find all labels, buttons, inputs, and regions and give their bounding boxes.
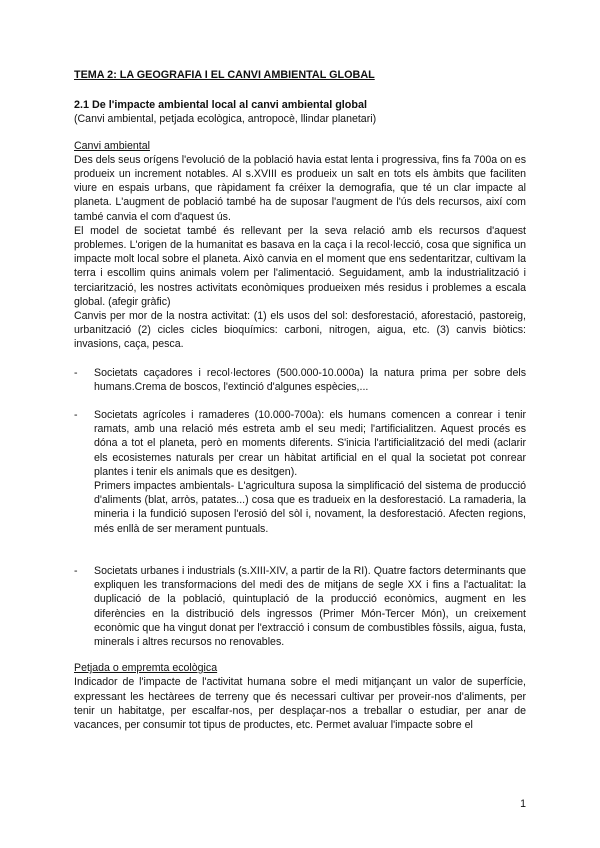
list-item-text: Societats agrícoles i ramaderes (10.000-700a): els humans comencen a conrear i tenir ramats, amb una relació més estreta amb el seu medi; l'artificialitzen. Aquest procés es dóna a tot el planeta, però en moments diferents. S'inicia l'artificialització del medi (aclarir els ecosistemes naturals per crear un hàbitat artificial en el qual la societat pot conrear plantes i tenir els animals que es desitgen). — [94, 409, 526, 478]
page-number: 1 — [520, 798, 526, 810]
canvi-paragraph-1: Des dels seus orígens l'evolució de la població havia estat lenta i progressiva, fins fa 700a on es produeix un increment notables. Al s.XVIII es produeix un salt en tots els àmbits que faciliten viure en espais urbans, que ràpidament fa créixer la demografia, que té un clar impacte al planeta. L'augment de població també ha de suposar l'augment de l'ús dels recursos, així com també canvia el com d'aquest ús. — [74, 153, 526, 223]
list-item-text: Societats urbanes i industrials (s.XIII-XIV, a partir de la RI). Quatre factors determinants que expliquen les transformacions del medi des de mitjans de segle XX i fins a l'actualitat: la duplicació de la població, quintuplació de la producció econòmics, augment en les diferències en la distribució dels ingressos (Primer Món-Tercer Món), un creixement econòmic que ha vingut donat per l'extracció i consum de combustibles fòssils, aigua, fusta, minerals i altres recursos no renovables. — [94, 564, 526, 648]
section-keywords: (Canvi ambiental, petjada ecològica, antropocè, llindar planetari) — [74, 113, 377, 126]
list-item-text: Primers impactes ambientals- L'agricultura suposa la simplificació del sistema de producció d'aliments (blat, arròs, patates...) cosa que es tradueix en la desforestació. La ramaderia, la mineria i la fundició suposen l'erosió del sòl i, novament, la desforestació. Afecten regions, més enllà de ser merament puntuals. — [94, 480, 526, 535]
list-item — [74, 366, 526, 394]
section-spacer — [74, 649, 526, 661]
petjada-heading: Petjada o empremta ecològica — [74, 662, 218, 675]
list-item — [74, 564, 526, 649]
list-spacer — [74, 536, 526, 564]
list-dash: - — [74, 409, 78, 422]
section-heading: 2.1 De l'impacte ambiental local al canvi ambiental global — [74, 99, 367, 112]
canvi-ambiental-heading: Canvi ambiental — [74, 139, 150, 152]
list-item-text: Societats caçadores i recol·lectores (500.000-10.000a) la natura prima per sobre dels humans.Crema de boscos, l'extinció d'algunes espècies,... — [94, 366, 526, 393]
list-item — [74, 408, 526, 536]
document-page — [74, 68, 526, 732]
canvi-paragraph-3: Canvis per mor de la nostra activitat: (1) els usos del sol: desforestació, aforestació, pastoreig, urbanització (2) cicles cicles bioquímics: carboni, nitrogen, aigua, etc. (3) canvis biòtics: invasions, caça, pesca. — [74, 310, 526, 351]
document-title: TEMA 2: LA GEOGRAFIA I EL CANVI AMBIENTAL GLOBAL — [74, 69, 375, 81]
list-dash: - — [74, 564, 78, 577]
canvi-paragraph-2: El model de societat també és rellevant per la seva relació amb els recursos d'aquest problemes. L'origen de la humanitat es basava en la caça i la recol·lecció, cosa que significa un impacte molt local sobre el planeta. Això canvia en el moment que ens sedentaritzar, cultivam la terra i escollim quins animals volem per l'alimentació. Seguidament, amb la industrialització i terciarització, les nostres activitats econòmiques produeixen més residus i problemes a escala global. (afegir gràfic) — [74, 224, 526, 308]
societies-list — [74, 366, 526, 649]
list-spacer — [74, 394, 526, 408]
list-dash: - — [74, 366, 78, 379]
petjada-paragraph-1: Indicador de l'impacte de l'activitat humana sobre el medi mitjançant un valor de superfície, expressant les hectàrees de terreny que és necessari cultivar per proveir-nos d'aliments, per tenir un habitatge, per escalfar-nos, per desplaçar-nos a treballar o estudiar, per anar de vacances, per consumir tot tipus de productes, etc. Permet avaluar l'impacte sobre el — [74, 676, 526, 731]
